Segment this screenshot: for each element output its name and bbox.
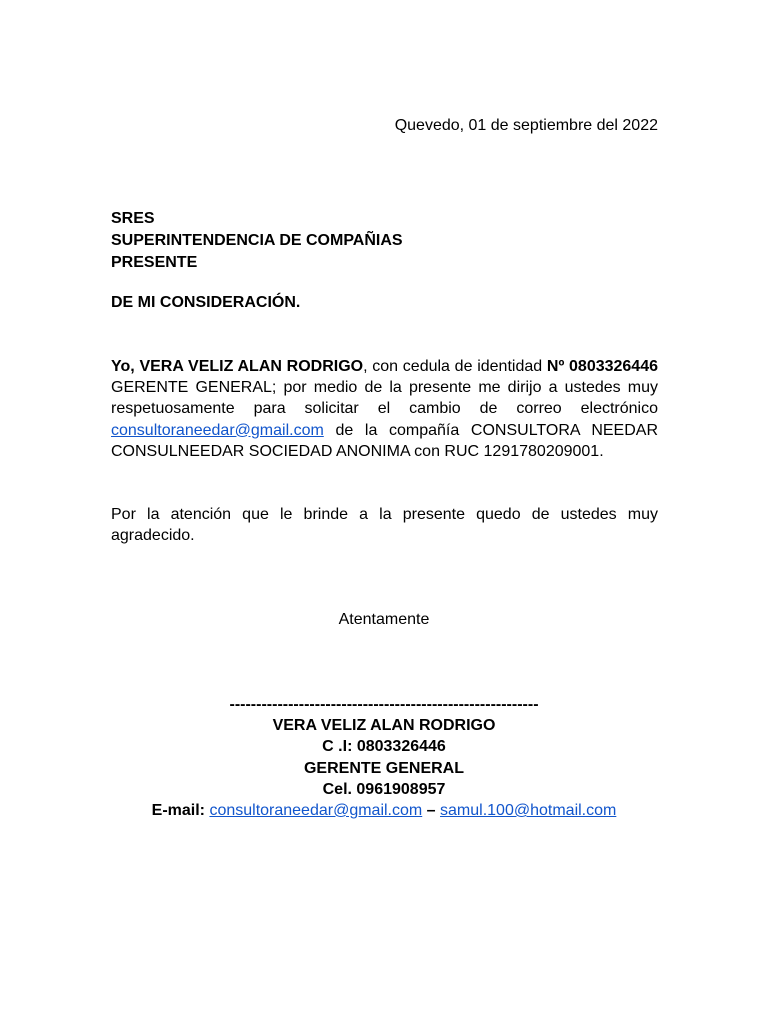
para1-text-c: de la compañía CONSULTORA NEEDAR CONSULNEEDAR SOCIEDAD ANONIMA con RUC 1291780209001. [111,421,658,460]
email-separator: – [422,802,441,820]
recipient-block [111,208,403,274]
id-number: Nº 0803326446 [546,358,659,375]
body-paragraph-1 [111,356,658,462]
salutation: DE MI CONSIDERACIÓN. [111,294,301,311]
email-link-body[interactable]: consultoraneedar@gmail.com [111,421,324,439]
email-label: E-mail: [151,802,210,820]
recipient-line-1: SRES [111,210,155,227]
signature-block [0,694,768,821]
closing: Atentamente [338,611,430,628]
email-link-2[interactable]: samul.100@hotmail.com [440,802,617,820]
para1-intro: Yo, [111,358,140,375]
sender-name: VERA VELIZ ALAN RODRIGO [139,358,364,375]
para1-text-a: , con cedula de identidad [363,358,547,375]
signature-line: ---------------------------------------------------------- [229,696,539,713]
signature-phone: Cel. 0961908957 [322,780,446,798]
recipient-line-2: SUPERINTENDENCIA DE COMPAÑIAS [111,232,403,249]
letter-date: Quevedo, 01 de septiembre del 2022 [394,117,658,134]
recipient-line-3: PRESENTE [111,254,198,271]
signature-id: C .I: 0803326446 [322,738,446,756]
para1-text-b: GERENTE GENERAL; por medio de la presente me dirijo a ustedes muy respetuosamente para solicitar el cambio de correo electrónico [111,379,658,418]
email-link-1[interactable]: consultoraneedar@gmail.com [209,802,423,820]
signature-title: GERENTE GENERAL [303,759,464,777]
signature-name: VERA VELIZ ALAN RODRIGO [272,717,496,735]
body-paragraph-2: Por la atención que le brinde a la presente quedo de ustedes muy agradecido. [111,506,658,545]
signature-email-row [0,800,768,821]
